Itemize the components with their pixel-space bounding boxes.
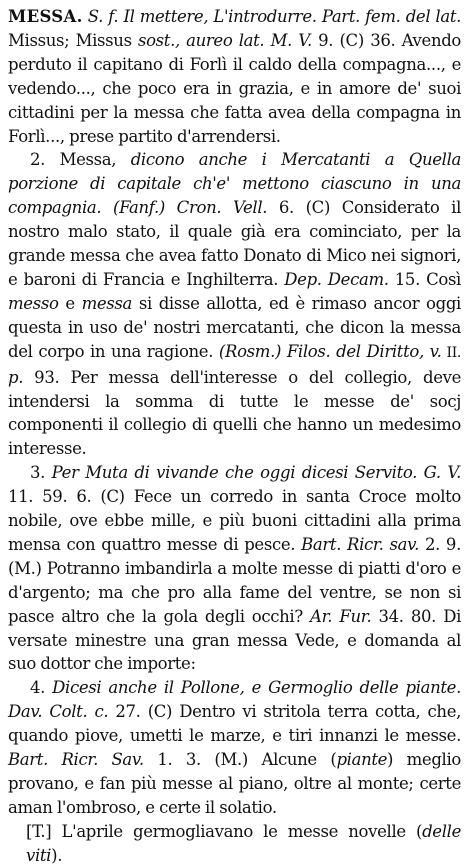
- citation-text: 11. 59. 6. (C) Fece un corredo in santa Croce molto nobile, ove ebbe mille, e più buoni cittadini alla prima mensa con quattro messe di pesce.: [8, 487, 461, 554]
- sense-number: 4.: [30, 678, 53, 698]
- volume-number: II.: [441, 344, 462, 361]
- source-abbrev: Dav. Colt. c.: [8, 702, 109, 722]
- headword: MESSA.: [8, 7, 83, 26]
- sense-1-paragraph: [8, 5, 461, 148]
- source-abbrev: G. V.: [417, 463, 461, 483]
- dictionary-entry-messa: [8, 5, 461, 868]
- sense-3-paragraph: [8, 461, 461, 676]
- citation-text: 1. 3. (M.) Alcune (: [143, 750, 337, 770]
- citation-text: ).: [51, 845, 63, 865]
- quoted-word: messo: [8, 293, 59, 313]
- source-abbrev: Ar. Fur.: [310, 606, 372, 626]
- source-abbrev: Bart. Ricr. sav.: [301, 534, 419, 554]
- sense-4-paragraph: [8, 676, 461, 819]
- page-abbrev: p.: [8, 367, 24, 387]
- etymology-note: sost., aureo lat. M. V.: [137, 30, 312, 50]
- citation-text: si disse allotta, ed è rimaso ancor oggi questa in uso de' nostri mercatanti, che dicon la messa del corpo in una ragione.: [8, 293, 461, 361]
- sense-2-paragraph: [8, 148, 461, 461]
- quoted-word: messa: [81, 293, 133, 313]
- sense-number: 2. Messa,: [30, 150, 131, 170]
- citation-text: 34. 80. Di versate minestre una gran messa Vede, e domanda al suo dottor che importe:: [8, 606, 461, 674]
- tommaseo-note-paragraph: [8, 820, 461, 868]
- citation-text: 9. (C) 36. Avendo perduto il capitano di Forlì il caldo della compagna..., e vedendo..., che poco era in grazia, e in amore de' suoi cittadini per la messa che fatta avea della compagna in Forlì..., prese partito d'arrendersi.: [8, 30, 462, 146]
- sense-definition: Per Muta di vivande che oggi dicesi Servito.: [51, 463, 418, 483]
- source-abbrev: Bart. Ricr. Sav.: [8, 750, 144, 770]
- etymology-text: Missus; Missus: [8, 30, 138, 50]
- citation-text: ) meglio provano, e fan più messe al piano, oltre al monte; certe aman l'ombroso, e certe il solatio.: [8, 750, 461, 817]
- source-abbrev: (Fanf.): [101, 198, 177, 218]
- source-abbrev: Cron. Vell.: [176, 198, 268, 218]
- citation-text: 27. (C) Dentro vi stritola terra cotta, che, quando piove, umetti le marze, e tiri innanzi le messe.: [8, 702, 462, 746]
- source-abbrev: (Rosm.) Filos. del Diritto, v.: [218, 341, 442, 361]
- sense-definition: Dicesi anche il Pollone, e Germoglio delle piante.: [52, 678, 461, 698]
- citation-text: L'aprile germogliavano le messe novelle (: [51, 821, 423, 841]
- grammar-note: S. f. Il mettere, L'introdurre. Part. fem. del lat.: [82, 7, 461, 26]
- citation-text: 93. Per messa dell'interesse o del collegio, deve intendersi la somma di tutte le messe de' socj componenti il collegio di quelli che hanno un medesimo interesse.: [8, 367, 461, 459]
- source-abbrev: Dep. Decam.: [284, 269, 389, 289]
- sense-definition: dicono anche i Mercatanti a Quella porzione di capitale ch'e' mettono ciascuno in una compagnia.: [8, 150, 462, 218]
- sense-number: 3.: [30, 463, 52, 483]
- quoted-word: piante: [336, 750, 388, 770]
- citation-text: 15. Così: [388, 269, 461, 289]
- citation-text: 6. (C) Considerato il nostro malo stato, il quale già era cominciato, per la grande messa che avea fatto Donato di Mico nei signori, e baroni di Francia e Inghilterra.: [8, 198, 461, 289]
- citation-text: e: [58, 293, 82, 313]
- quoted-word: delle viti: [26, 821, 461, 865]
- tommaseo-mark: [T.]: [26, 821, 52, 841]
- citation-text: 2. 9. (M.) Potranno imbandirla a molte messe di piatti d'oro e d'argento; ma che pro alla fame del ventre, se non si pasce altro che la gola degli occhi?: [8, 534, 461, 626]
